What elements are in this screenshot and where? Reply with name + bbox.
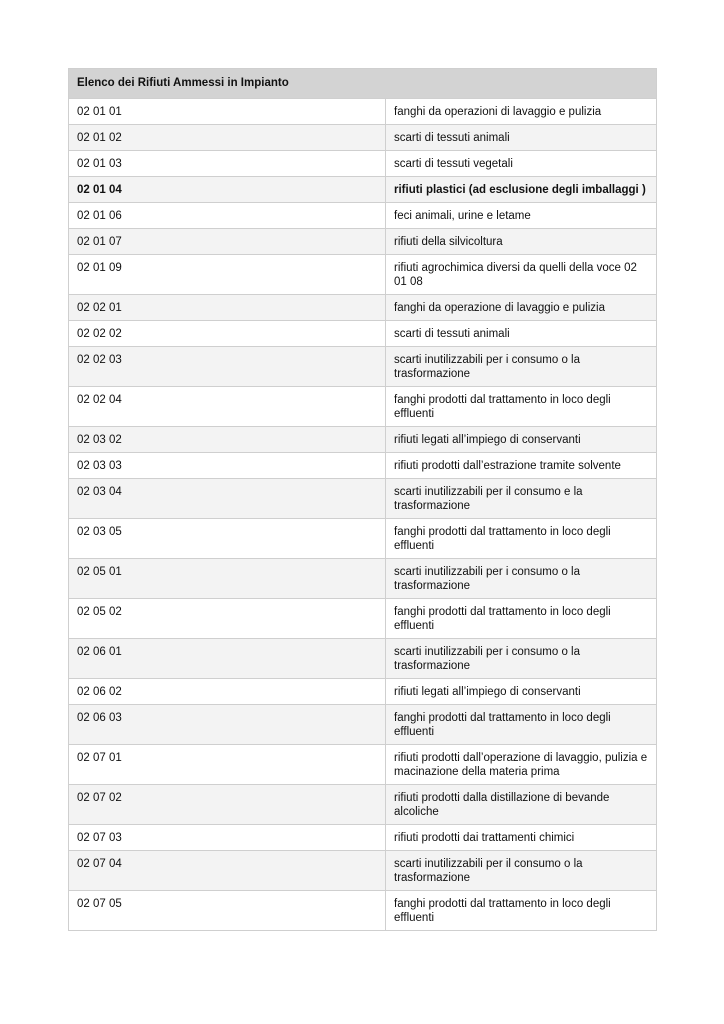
waste-description-cell: scarti inutilizzabili per il consumo o la trasformazione bbox=[386, 851, 657, 891]
waste-code-cell: 02 02 03 bbox=[69, 347, 386, 387]
waste-description-cell: rifiuti legati all’impiego di conservanti bbox=[386, 427, 657, 453]
table-row bbox=[69, 851, 657, 891]
table-row bbox=[69, 705, 657, 745]
waste-code-cell: 02 01 09 bbox=[69, 255, 386, 295]
waste-code-cell: 02 01 02 bbox=[69, 125, 386, 151]
table-row bbox=[69, 825, 657, 851]
waste-code-cell: 02 06 02 bbox=[69, 679, 386, 705]
waste-description-cell: fanghi prodotti dal trattamento in loco degli effluenti bbox=[386, 387, 657, 427]
waste-description-cell: rifiuti della silvicoltura bbox=[386, 229, 657, 255]
waste-code-cell: 02 03 03 bbox=[69, 453, 386, 479]
waste-codes-table bbox=[68, 68, 657, 931]
waste-code-cell: 02 06 03 bbox=[69, 705, 386, 745]
waste-code-cell: 02 07 03 bbox=[69, 825, 386, 851]
waste-description-cell: rifiuti plastici (ad esclusione degli imballaggi ) bbox=[386, 177, 657, 203]
table-row bbox=[69, 559, 657, 599]
waste-description-cell: rifiuti agrochimica diversi da quelli della voce 02 01 08 bbox=[386, 255, 657, 295]
table-title: Elenco dei Rifiuti Ammessi in Impianto bbox=[69, 69, 657, 99]
table-body bbox=[69, 99, 657, 931]
waste-description-cell: fanghi prodotti dal trattamento in loco degli effluenti bbox=[386, 705, 657, 745]
waste-code-cell: 02 07 04 bbox=[69, 851, 386, 891]
waste-description-cell: rifiuti prodotti dall’operazione di lavaggio, pulizia e macinazione della materia prima bbox=[386, 745, 657, 785]
waste-description-cell: fanghi da operazioni di lavaggio e pulizia bbox=[386, 99, 657, 125]
waste-code-cell: 02 02 01 bbox=[69, 295, 386, 321]
waste-description-cell: scarti inutilizzabili per i consumo o la trasformazione bbox=[386, 559, 657, 599]
waste-code-cell: 02 01 03 bbox=[69, 151, 386, 177]
waste-description-cell: rifiuti prodotti dall’estrazione tramite solvente bbox=[386, 453, 657, 479]
table-row bbox=[69, 177, 657, 203]
waste-description-cell: rifiuti prodotti dalla distillazione di bevande alcoliche bbox=[386, 785, 657, 825]
waste-code-cell: 02 05 02 bbox=[69, 599, 386, 639]
table-row bbox=[69, 229, 657, 255]
waste-code-cell: 02 03 02 bbox=[69, 427, 386, 453]
table-row bbox=[69, 295, 657, 321]
waste-description-cell: scarti di tessuti animali bbox=[386, 125, 657, 151]
waste-code-cell: 02 01 01 bbox=[69, 99, 386, 125]
table-row bbox=[69, 785, 657, 825]
table-row bbox=[69, 151, 657, 177]
waste-code-cell: 02 01 07 bbox=[69, 229, 386, 255]
table-row bbox=[69, 745, 657, 785]
table-row bbox=[69, 255, 657, 295]
waste-code-cell: 02 07 01 bbox=[69, 745, 386, 785]
waste-code-cell: 02 01 06 bbox=[69, 203, 386, 229]
table-row bbox=[69, 387, 657, 427]
waste-description-cell: rifiuti legati all’impiego di conservanti bbox=[386, 679, 657, 705]
waste-description-cell: fanghi da operazione di lavaggio e pulizia bbox=[386, 295, 657, 321]
waste-code-cell: 02 05 01 bbox=[69, 559, 386, 599]
waste-description-cell: fanghi prodotti dal trattamento in loco degli effluenti bbox=[386, 599, 657, 639]
waste-code-cell: 02 07 02 bbox=[69, 785, 386, 825]
waste-code-cell: 02 01 04 bbox=[69, 177, 386, 203]
table-row bbox=[69, 99, 657, 125]
waste-description-cell: rifiuti prodotti dai trattamenti chimici bbox=[386, 825, 657, 851]
waste-description-cell: scarti di tessuti animali bbox=[386, 321, 657, 347]
waste-description-cell: fanghi prodotti dal trattamento in loco degli effluenti bbox=[386, 519, 657, 559]
table-header-row bbox=[69, 69, 657, 99]
waste-description-cell: feci animali, urine e letame bbox=[386, 203, 657, 229]
waste-code-cell: 02 06 01 bbox=[69, 639, 386, 679]
waste-code-cell: 02 02 02 bbox=[69, 321, 386, 347]
table-row bbox=[69, 427, 657, 453]
table-row bbox=[69, 347, 657, 387]
table-row bbox=[69, 599, 657, 639]
waste-code-cell: 02 03 05 bbox=[69, 519, 386, 559]
table-row bbox=[69, 891, 657, 931]
table-row bbox=[69, 679, 657, 705]
waste-code-cell: 02 07 05 bbox=[69, 891, 386, 931]
table-row bbox=[69, 321, 657, 347]
waste-description-cell: scarti di tessuti vegetali bbox=[386, 151, 657, 177]
waste-description-cell: scarti inutilizzabili per il consumo e la trasformazione bbox=[386, 479, 657, 519]
table-row bbox=[69, 519, 657, 559]
waste-description-cell: scarti inutilizzabili per i consumo o la trasformazione bbox=[386, 347, 657, 387]
table-row bbox=[69, 203, 657, 229]
waste-code-cell: 02 02 04 bbox=[69, 387, 386, 427]
waste-description-cell: fanghi prodotti dal trattamento in loco degli effluenti bbox=[386, 891, 657, 931]
table-row bbox=[69, 453, 657, 479]
table-row bbox=[69, 125, 657, 151]
waste-code-cell: 02 03 04 bbox=[69, 479, 386, 519]
document-page bbox=[68, 68, 656, 931]
table-row bbox=[69, 479, 657, 519]
waste-description-cell: scarti inutilizzabili per i consumo o la trasformazione bbox=[386, 639, 657, 679]
table-row bbox=[69, 639, 657, 679]
